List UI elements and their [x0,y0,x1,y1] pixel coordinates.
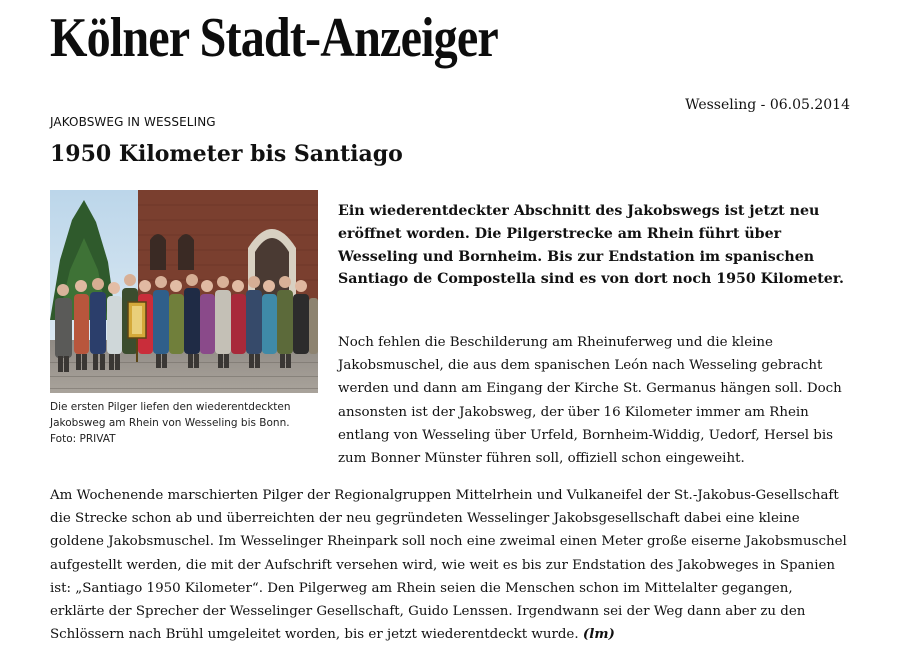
dateline: Wesseling - 06.05.2014 [685,97,850,113]
article-figure [50,190,318,447]
article-kicker: JAKOBSWEG IN WESSELING [50,115,216,129]
article-paragraph [50,484,850,646]
article-paragraph: Noch fehlen die Beschilderung am Rheinuferweg und die kleine Jakobsmuschel, die aus dem spanischen León nach Wesseling gebracht werden und dann am Eingang der Kirche St. Germanus hängen soll. Doch ansonsten ist der Jakobsweg, der über 16 Kilometer immer am Rhein entlang von Wesseling über Urfeld, Bornheim-Widdig, Uedorf, Hersel bis zum Bonner Münster führen soll, offiziell schon eingeweiht. [338,335,842,467]
author-signature: (lm) [582,626,615,643]
pilgrim-group-photo [50,190,318,393]
article-paragraph-text: Am Wochenende marschierten Pilger der Regionalgruppen Mittelrhein und Vulkaneifel der St.-Jakobus-Gesellschaft die Strecke schon ab und überreichten der neu gegründeten Wesselinger Jakobsgesellschaft dabei eine kleine goldene Jakobsmuschel. Im Wesselinger Rheinpark soll noch eine zweimal einen Meter große eiserne Jakobsmuschel aufgestellt werden, die mit der Aufschrift versehen wird, wie weit es bis zur Endstation des Jakobweges in Spanien ist: „Santiago 1950 Kilometer“. Den Pilgerweg am Rhein seien die Menschen schon im Mittelalter gegangen, erklärte der Sprecher der Wesselinger Gesellschaft, Guido Lenssen. Irgendwann sei der Weg dann aber zu den Schlössern nach Brühl umgeleitet worden, bis er jetzt wiederentdeckt wurde. [50,488,847,643]
newspaper-masthead: Kölner Stadt-Anzeiger [50,7,498,69]
article-lead: Ein wiederentdeckter Abschnitt des Jakobswegs ist jetzt neu eröffnet worden. Die Pilgerstrecke am Rhein führt über Wesseling und Bornheim. Bis zur Endstation im spanischen Santiago de Compostella sind es von dort noch 1950 Kilometer. [338,203,844,288]
photo-caption: Die ersten Pilger liefen den wiederentdeckten Jakobsweg am Rhein von Wesseling bis Bonn. Foto: PRIVAT [50,401,291,445]
article-headline: 1950 Kilometer bis Santiago [50,141,403,167]
